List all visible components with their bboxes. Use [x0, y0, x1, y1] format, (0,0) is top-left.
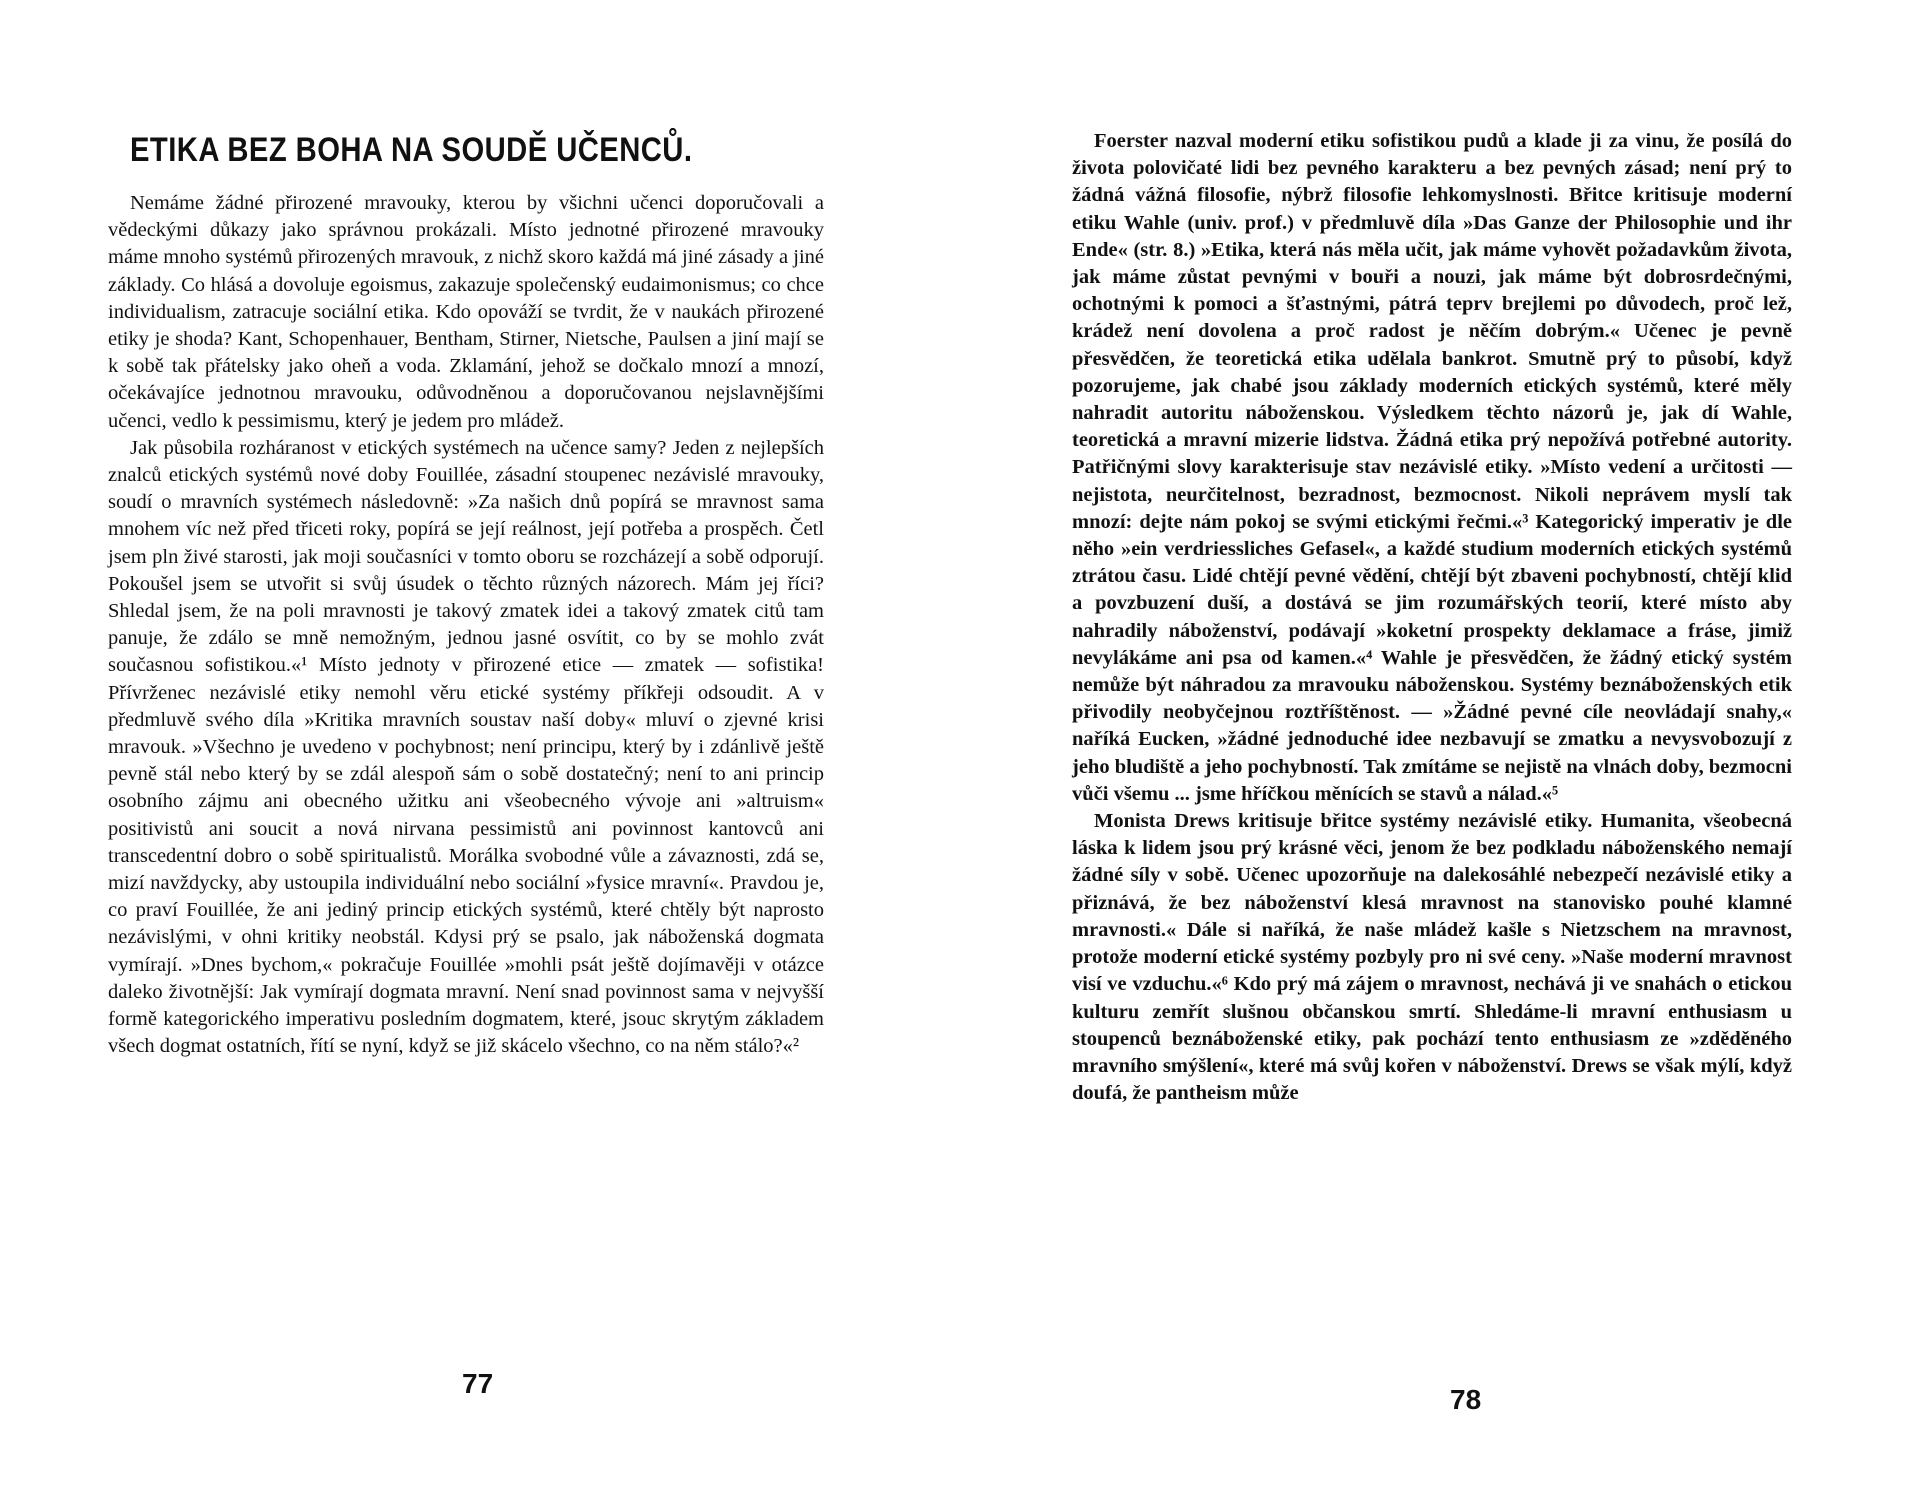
chapter-title: ETIKA BEZ BOHA NA SOUDĚ UČENCŮ. — [130, 131, 693, 169]
left-page-body — [108, 190, 824, 1061]
paragraph: Jak působila rozháranost v etických systémech na učence samy? Jeden z nejlepších znalců etických systémů nové doby Fouillée, zásadní stoupenec nezávislé mravouky, soudí o mravních systémech následovně: »Za našich dnů popírá se mravnost sama mnohem víc než před třiceti roky, popírá se její reálnost, její potřeba a prospěch. Četl jsem pln živé starosti, jak moji současníci v tomto oboru se rozcházejí a sobě odporují. Pokoušel jsem se utvořit si svůj úsudek o těchto různých názorech. Mám jej říci? Shledal jsem, že na poli mravnosti je takový zmatek idei a takový zmatek citů tam panuje, že zdálo se mně nemožným, jednou jasné osvítit, co by se mohlo zvát současnou sofistikou.«¹ Místo jednoty v přirozené etice — zmatek — sofistika! Přívrženec nezávislé etiky nemohl věru etické systémy příkřeji odsoudit. A v předmluvě svého díla »Kritika mravních soustav naší doby« mluví o zjevné krisi mravouk. »Všechno je uvedeno v pochybnost; není principu, který by i zdánlivě ještě pevně stál nebo který by se zdál alespoň sám o sobě dostatečný; není to ani princip osobního zájmu ani obecného užitku ani všeobecného vývoje ani »altruism« positivistů ani soucit a nová nirvana pessimistů ani povinnost kantovců ani transcedentní dobro o sobě spiritualistů. Morálka svobodné vůle a závaznosti, zdá se, mizí navždycky, aby ustoupila individuální nebo sociální »fysice mravní«. Pravdou je, co praví Fouillée, že ani jediný princip etických systémů, které chtěly být naprosto nezávislými, v ohni kritiky neobstál. Kdysi prý se psalo, jak náboženská dogmata vymírají. »Dnes bychom,« pokračuje Fouillée »mohli psát ještě dojímavěji v otázce daleko životnější: Jak vymírají dogmata mravní. Není snad povinnost sama v nejvyšší formě kategorického imperativu posledním dogmatem, které, jsouc skrytým základem všech dogmat ostatních, řítí se nyní, když se již skácelo všechno, co na něm stálo?«² — [108, 436, 824, 1058]
left-page — [0, 0, 960, 1500]
paragraph: Foerster nazval moderní etiku sofistikou pudů a klade ji za vinu, že posílá do života polovičaté lidi bez pevného karakteru a bez pevných zásad; není prý to žádná vážná filosofie, nýbrž filosofie lehkomyslnosti. Břitce kritisuje moderní etiku Wahle (univ. prof.) v předmluvě díla »Das Ganze der Philosophie und ihr Ende« (str. 8.) »Etika, která nás měla učit, jak máme vyhovět požadavkům života, jak máme zůstat pevnými v bouři a nouzi, jak máme být dobrosrdečnými, ochotnými k pomoci a šťastnými, pátrá teprv brejlemi po důvodech, proč lež, krádež není dovolena a proč radost je něčím dobrým.« Učenec je pevně přesvědčen, že teoretická etika udělala bankrot. Smutně prý to působí, když pozorujeme, jak chabé jsou základy moderních etických systémů, které měly nahradit autoritu náboženskou. Výsledkem těchto názorů je, jak dí Wahle, teoretická a mravní mizerie lidstva. Žádná etika prý nepožívá potřebné autority. Patřičnými slovy karakterisuje stav nezávislé etiky. »Místo vedení a určitosti — nejistota, neurčitelnost, bezradnost, bezmocnost. Nikoli neprávem myslí tak mnozí: dejte nám pokoj se svými etickými řečmi.«³ Kategorický imperativ je dle něho »ein verdriessliches Gefasel«, a každé studium moderních etických systémů ztrátou času. Lidé chtějí pevné vědění, chtějí být zbaveni pochybností, chtějí klid a povzbuzení duší, a dostává se jim rozumářských teorií, které místo aby nahradily náboženství, podávají »koketní prospekty deklamace a fráse, jimiž nevylákáme ani psa od kamen.«⁴ Wahle je přesvědčen, že žádný etický systém nemůže být náhradou za mravouku náboženskou. Systémy beznáboženských etik přivodily neobyčejnou roztříštěnost. — »Žádné pevné cíle neovládají snahy,« naříká Eucken, »žádné jednoduché idee nezbavují se zmatku a nevysvobozují z jeho bludiště a jeho pochybností. Tak zmítáme se nejistě na vlnách doby, bezmocni vůči všemu ... jsme hříčkou měnících se stavů a nálad.«⁵ — [1072, 130, 1792, 805]
page-number: 78 — [1450, 1384, 1482, 1415]
page-number: 77 — [462, 1368, 494, 1399]
right-page-body — [1072, 128, 1792, 1107]
paragraph: Nemáme žádné přirozené mravouky, kterou by všichni učenci doporučovali a vědeckými důkazy jako správnou prokázali. Místo jednotné přirozené mravouky máme mnoho systémů přirozených mravouk, z nichž skoro každá má jiné zásady a jiné základy. Co hlásá a dovoluje egoismus, zakazuje společenský eudaimonismus; co chce individualism, zatracuje sociální etika. Kdo opováží se tvrdit, že v naukách přirozené etiky je shoda? Kant, Schopenhauer, Bentham, Stirner, Nietsche, Paulsen a jiní mají se k sobě tak přátelsky jako oheň a voda. Zklamání, jehož se dočkalo mnozí a mnozí, očekávajíce jednotnou mravouku, odůvodněnou a doporučovanou nejslavnějšími učenci, vedlo k pessimismu, který je jedem pro mládež. — [108, 192, 824, 432]
right-page — [960, 0, 1922, 1500]
paragraph: Monista Drews kritisuje břitce systémy nezávislé etiky. Humanita, všeobecná láska k lidem jsou prý krásné věci, jenom že bez podkladu náboženského nemají žádné síly v sobě. Učenec upozorňuje na dalekosáhlé nebezpečí nezávislé etiky a přiznává, že bez náboženství klesá mravnost na stanovisko pouhé klamné mravnosti.« Dále si naříká, že naše mládež kašle s Nietzschem na mravnost, protože moderní etické systémy pozbyly pro ni své ceny. »Naše moderní mravnost visí ve vzduchu.«⁶ Kdo prý má zájem o mravnost, nechává ji ve snahách o etickou kulturu zemřít slušnou občanskou smrtí. Shledáme-li mravní enthusiasm u stoupenců beznáboženské etiky, pak pochází tento enthusiasm ze »zděděného mravního smýšlení«, které má svůj kořen v náboženství. Drews se však mýlí, když doufá, že pantheism může — [1072, 810, 1792, 1105]
